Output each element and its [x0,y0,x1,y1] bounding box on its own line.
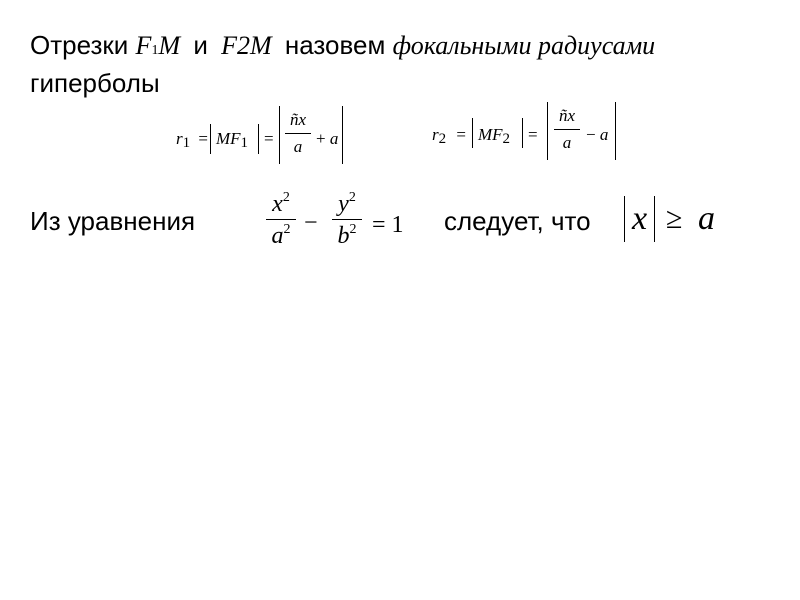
denominator-a2 [266,224,296,248]
mf2-expression [478,125,511,147]
heading-term: фокальными радиусами [392,31,656,60]
r2-minus: − [586,125,596,144]
numerator-y2 [332,192,362,216]
abs-bar-right [654,196,655,242]
abs-bar-left [279,106,280,164]
r2-fraction [554,106,580,153]
mf1-symbol: MF [216,129,241,148]
r2-symbol: r [432,125,439,144]
inequality-a: a [698,200,715,237]
r1-symbol: r [176,129,183,148]
fraction-bar [554,129,580,130]
heading-word: Отрезки [30,30,129,60]
abs-bar-left [624,196,625,242]
r1-equals: = [198,129,208,148]
equals-one: = 1 [372,212,404,238]
inequality-x: x [632,200,648,237]
r1-fraction [285,110,311,157]
x-symbol: x [272,191,283,217]
fraction-bar [285,133,311,134]
segment-f1m [136,31,181,60]
fraction-bar [332,219,362,220]
radius2-lhs [432,125,466,147]
a-exponent: 2 [283,222,291,237]
r2-subscript: 2 [438,131,447,147]
b-symbol: b [337,223,350,249]
from-equation-text: Из уравнения [30,206,196,236]
fraction-bar [266,219,296,220]
x-exponent: 2 [282,190,290,205]
mf2-symbol: MF [478,125,503,144]
mf2-subscript: 2 [502,131,511,147]
denominator-b2 [332,224,362,248]
r2-denominator: a [562,133,572,152]
abs-bar-right [258,124,259,154]
abs-bar-left [210,124,211,154]
fraction-x-over-a [266,192,296,248]
segment-f1-m: M [158,31,181,60]
b-exponent: 2 [349,222,357,237]
mf1-expression [216,129,249,151]
r2-equals: = [456,125,466,144]
r1-denominator: a [293,137,303,156]
radius1-lhs [176,129,208,151]
numerator-x2 [266,192,296,216]
abs-bar-left [472,118,473,148]
r1-a: a [329,129,339,148]
r1-numerator: ñx [289,110,307,129]
r2-tail [586,126,608,143]
segment-f1-letter: F [135,31,152,60]
mf1-subscript: 1 [240,135,249,151]
heading-name-as: назовем [284,30,386,60]
geq-sign: ≥ [666,202,683,235]
heading-object: гиперболы [30,68,160,98]
abs-bar-right [615,102,616,160]
a-symbol: a [271,223,284,249]
r2-a: a [599,125,609,144]
abs-bar-right [522,118,523,148]
minus-sign: − [304,210,318,236]
heading-line [30,32,655,59]
segment-f2m: F2M [221,31,272,60]
heading-and: и [193,30,208,60]
r1-plus: + [316,129,326,148]
y-symbol: y [338,191,349,217]
r2-equals-2: = [528,125,538,144]
follows-text: следует, что [444,206,591,236]
r1-subscript: 1 [182,135,191,151]
r1-tail [316,130,338,147]
r2-numerator: ñx [558,106,576,125]
r1-equals-2: = [264,129,274,148]
fraction-y-over-b [332,192,362,248]
abs-bar-left [547,102,548,160]
segment-f1-subscript: 1 [151,43,159,58]
abs-bar-right [342,106,343,164]
y-exponent: 2 [348,190,356,205]
